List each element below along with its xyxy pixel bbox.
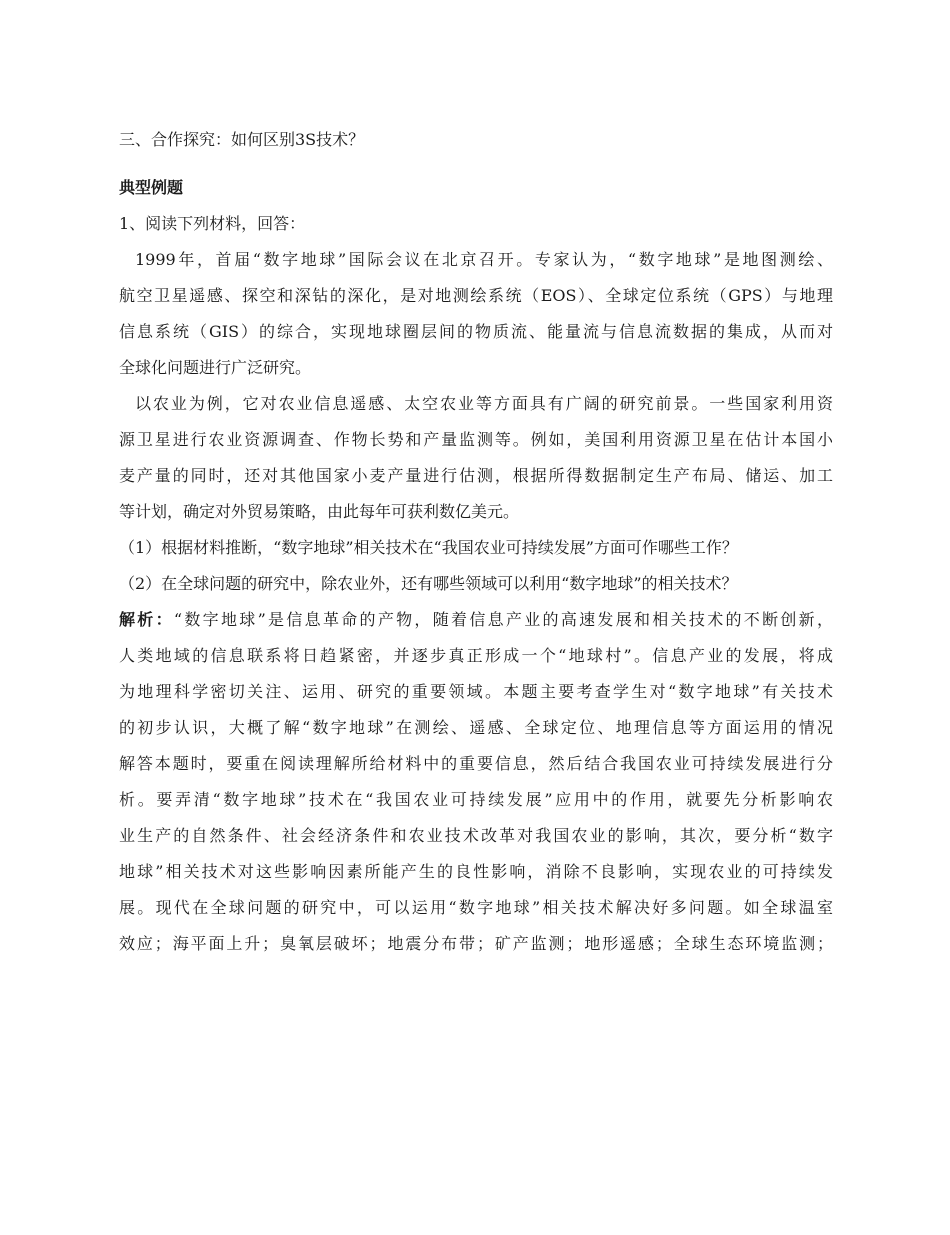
questions (119, 530, 833, 602)
analysis-first-line (119, 602, 833, 638)
question-intro: 1、阅读下列材料，回答： (119, 214, 306, 233)
analysis-line: 为地理科学密切关注、运用、研究的重要领域。本题主要考查学生对“数字地球”有关技术 (119, 682, 833, 701)
analysis-line: 解答本题时，要重在阅读理解所给材料中的重要信息，然后结合我国农业可持续发展进行分 (119, 754, 833, 773)
paragraph-line: 等计划，确定对外贸易策略，由此每年可获利数亿美元。 (119, 502, 520, 521)
paragraph-line: 全球化问题进行广泛研究。 (119, 358, 312, 377)
analysis-line: 人类地域的信息联系将日趋紧密，并逐步真正形成一个“地球村”。信息产业的发展，将成 (119, 646, 833, 665)
example-heading: 典型例题 (119, 178, 184, 197)
analysis-line: 业生产的自然条件、社会经济条件和农业技术改革对我国农业的影响，其次，要分析“数字 (119, 826, 833, 845)
analysis-text: “数字地球”是信息革命的产物，随着信息产业的高速发展和相关技术的不断创新， (173, 610, 833, 629)
analysis-line: 展。现代在全球问题的研究中，可以运用“数字地球”相关技术解决好多问题。如全球温室 (119, 898, 833, 917)
question-2: （2）在全球问题的研究中，除农业外，还有哪些领域可以利用“数字地球”的相关技术？ (119, 574, 738, 593)
material-paragraph-2 (119, 386, 833, 530)
analysis-line: 的初步认识，大概了解“数字地球”在测绘、遥感、全球定位、地理信息等方面运用的情况 (119, 718, 833, 737)
analysis (119, 602, 833, 962)
analysis-label: 解析： (119, 610, 174, 629)
section-heading: 三、合作探究：如何区别3S技术？ (119, 130, 365, 149)
document-body (119, 122, 833, 962)
analysis-line: 效应；海平面上升；臭氧层破坏；地震分布带；矿产监测；地形遥感；全球生态环境监测； (119, 934, 833, 953)
question-1: （1）根据材料推断，“数字地球”相关技术在“我国农业可持续发展”方面可作哪些工作？ (119, 538, 738, 557)
paragraph-line: 航空卫星遥感、探空和深钻的深化，是对地测绘系统（EOS）、全球定位系统（GPS）与地理 (119, 286, 833, 305)
paragraph-line: 源卫星进行农业资源调查、作物长势和产量监测等。例如，美国利用资源卫星在估计本国小 (119, 430, 833, 449)
analysis-line: 析。要弄清“数字地球”技术在“我国农业可持续发展”应用中的作用，就要先分析影响农 (119, 790, 833, 809)
material-paragraph-1 (119, 242, 833, 386)
paragraph-line: 信息系统（GIS）的综合，实现地球圈层间的物质流、能量流与信息流数据的集成，从而对 (119, 322, 833, 341)
analysis-line: 地球”相关技术对这些影响因素所能产生的良性影响，消除不良影响，实现农业的可持续发 (119, 862, 833, 881)
paragraph-line: 以农业为例，它对农业信息遥感、太空农业等方面具有广阔的研究前景。一些国家利用资 (135, 394, 833, 413)
paragraph-line: 1999年，首届“数字地球”国际会议在北京召开。专家认为，“数字地球”是地图测绘、 (135, 250, 833, 269)
paragraph-line: 麦产量的同时，还对其他国家小麦产量进行估测，根据所得数据制定生产布局、储运、加工 (119, 466, 833, 485)
